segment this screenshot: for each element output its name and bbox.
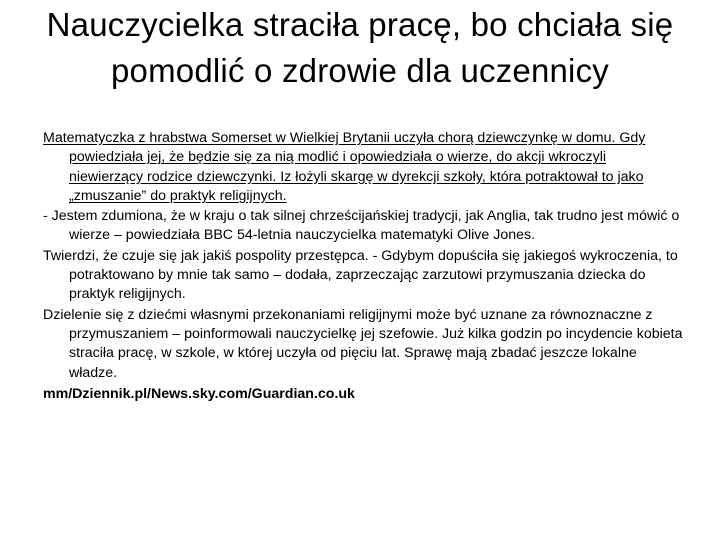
- paragraph-outcome: Dzielenie się z dziećmi własnymi przekonaniami religijnymi może być uznane za równoznaczne z przymuszaniem – poinformowali nauczycielkę jej szefowie. Już kilka godzin po incydencie kobieta straciła pracę, w szkole, w której uczyła od pięciu lat. Sprawę mają zbadać jeszcze lokalne władze.: [43, 306, 683, 381]
- paragraph-intro-text: Matematyczka z hrabstwa Somerset w Wielkiej Brytanii uczyła chorą dziewczynkę w domu. Gdy powiedziała jej, że będzie się za nią modlić i opowiedziała o wierze, do akcji wkroczyli niewierzący rodzice dziewczynki. Iz łożyli skargę w dyrekcji szkoły, która potraktował to jako „zmuszanie” do praktyk religijnych.: [43, 130, 646, 204]
- paragraph-claim: Twierdzi, że czuje się jak jakiś pospolity przestępca. - Gdybym dopuściła się jakiegoś wykroczenia, to potraktowano by mnie tak samo – dodała, zaprzeczając zarzutowi przymuszania dziecka do praktyk religijnych.: [43, 247, 678, 303]
- slide-body: [43, 129, 683, 404]
- source-line: mm/Dziennik.pl/News.sky.com/Guardian.co.uk: [43, 385, 355, 402]
- paragraph-intro: [43, 129, 683, 206]
- paragraph-quote: - Jestem zdumiona, że w kraju o tak silnej chrześcijańskiej tradycji, jak Anglia, tak trudno jest mówić o wierze – powiedziała BBC 54-letnia nauczycielka matematyki Olive Jones.: [43, 208, 680, 244]
- slide-title: Nauczycielka straciła pracę, bo chciała się pomodlić o zdrowie dla uczennicy: [46, 6, 674, 89]
